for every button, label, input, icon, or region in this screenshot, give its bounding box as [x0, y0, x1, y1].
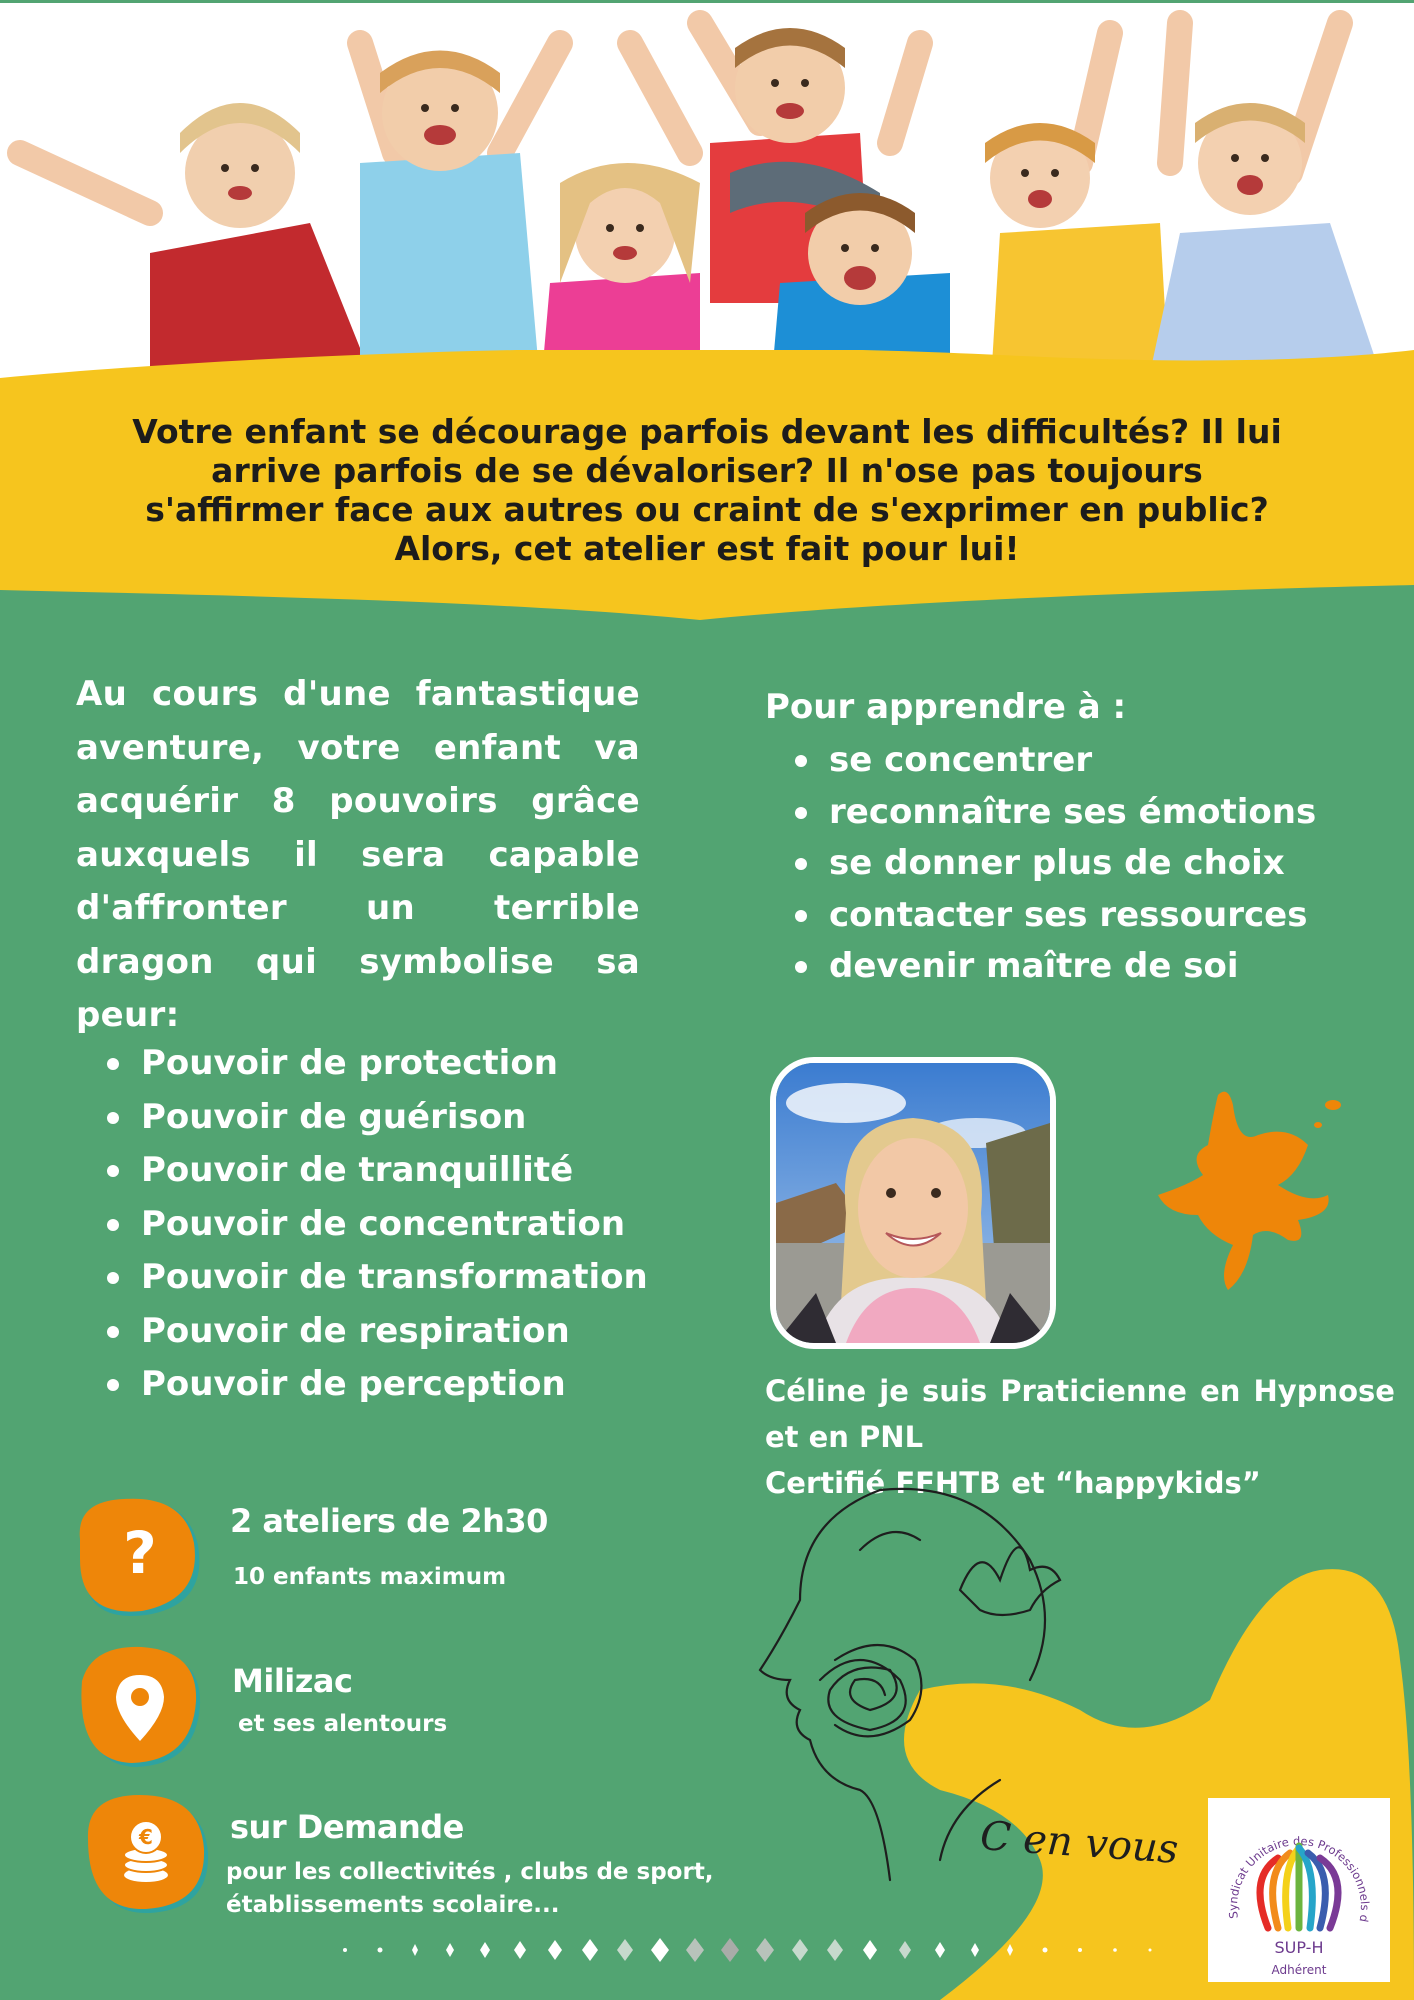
place-title: Milizac — [232, 1662, 353, 1700]
sessions-subtitle: 10 enfants maximum — [233, 1564, 507, 1590]
bio-word: Céline — [765, 1374, 867, 1408]
svg-text:€: € — [139, 1825, 153, 1849]
bio-word: je — [879, 1374, 909, 1408]
logo-acronym: SUP-H — [1274, 1938, 1324, 1957]
question-icon: ? — [123, 1519, 157, 1587]
list-item: se donner plus de choix — [792, 838, 1352, 890]
list-item: Pouvoir de guérison — [104, 1091, 664, 1145]
bio-word: suis — [922, 1374, 988, 1408]
coins-blob-icon — [84, 1793, 212, 1919]
euro-coins-icon — [124, 1821, 168, 1882]
children-jumping-photo — [0, 0, 1414, 398]
list-item: Pouvoir de protection — [104, 1037, 664, 1091]
demand-subtitle-1: pour les collectivités , clubs de sport, — [226, 1859, 714, 1885]
logo-ring-text: Syndicat Unitaire des Professionnels d — [1225, 1833, 1373, 1924]
list-item: Pouvoir de perception — [104, 1358, 664, 1412]
list-item: Pouvoir de concentration — [104, 1198, 664, 1252]
list-item: Pouvoir de transformation — [104, 1251, 664, 1305]
place-subtitle: et ses alentours — [238, 1711, 448, 1737]
list-item: devenir maître de soi — [792, 941, 1352, 993]
signature-text: C en vous — [978, 1813, 1180, 1873]
learn-title: Pour apprendre à : — [765, 687, 1127, 727]
question-blob-icon — [76, 1495, 204, 1621]
paint-splash-icon — [1148, 1075, 1348, 1305]
list-item: reconnaître ses émotions — [792, 787, 1352, 839]
location-blob-icon — [76, 1645, 204, 1771]
portrait-illustration — [776, 1063, 1050, 1343]
bio-word: Praticienne — [1000, 1374, 1187, 1408]
list-item: Pouvoir de respiration — [104, 1305, 664, 1359]
bio-word: en — [1200, 1374, 1241, 1408]
learn-list — [792, 735, 1352, 993]
list-item: Pouvoir de tranquillité — [104, 1144, 664, 1198]
list-item: se concentrer — [792, 735, 1352, 787]
bio-word: Hypnose — [1253, 1374, 1395, 1408]
bio-line-2: et en PNL — [765, 1420, 924, 1454]
children-illustration — [0, 3, 1414, 398]
logo-member-text: Adhérent — [1271, 1963, 1327, 1977]
portrait-photo — [770, 1057, 1056, 1349]
demand-title: sur Demande — [230, 1808, 464, 1846]
bio-line-1 — [765, 1368, 1395, 1414]
sup-h-logo — [1208, 1798, 1390, 1982]
adventure-paragraph: Au cours d'une fantastique aventure, votre enfant va acquérir 8 pouvoirs grâce auxquels il sera capable d'affronter un terrible dragon qui symbolise sa peur: — [76, 674, 640, 1035]
sparkle-divider — [330, 1935, 1210, 1965]
demand-subtitle-2: établissements scolaire... — [226, 1892, 560, 1918]
bio-line-3: Certifié FFHTB et “happykids” — [765, 1466, 1261, 1500]
intro-text: Votre enfant se décourage parfois devant les difficultés? Il lui arrive parfois de se dévaloriser? Il n'ose pas toujours s'affirmer face aux autres ou craint de s'exprimer en public? Alors, cet atelier est fait pour lui! — [132, 412, 1282, 568]
list-item: contacter ses ressources — [792, 890, 1352, 942]
powers-list — [104, 1037, 664, 1412]
sessions-title: 2 ateliers de 2h30 — [230, 1502, 548, 1540]
sup-h-logo-graphic — [1208, 1798, 1390, 1982]
